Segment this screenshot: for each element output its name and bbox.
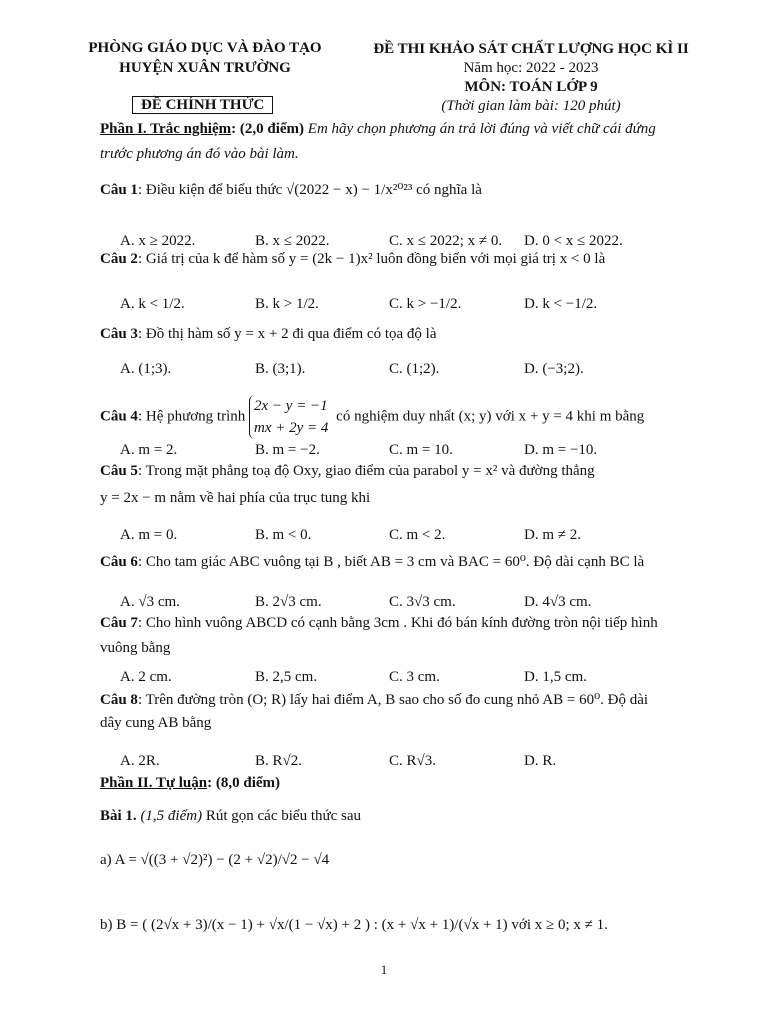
- question-label: Câu 8: [100, 692, 138, 708]
- question-5-stem-cont: y = 2x − m nằm về hai phía của trục tung khi: [100, 490, 371, 506]
- question-text: : Đồ thị hàm số y = x + 2 đi qua điểm có tọa độ là: [137, 326, 437, 342]
- question-5-option-d: D. m ≠ 2.: [524, 527, 581, 543]
- part1-heading: [100, 121, 656, 138]
- bai1-part-b-condition: với x ≥ 0; x ≠ 1.: [507, 917, 608, 933]
- question-label: Câu 7: [100, 615, 138, 631]
- question-1-option-d: D. 0 < x ≤ 2022.: [524, 233, 623, 249]
- part1-points: : (2,0 điểm): [231, 121, 305, 137]
- part2-heading: [100, 775, 280, 792]
- duration: (Thời gian làm bài: 120 phút): [441, 98, 621, 114]
- question-label: Câu 5: [100, 463, 138, 479]
- department-line2: HUYỆN XUÂN TRƯỜNG: [119, 60, 291, 76]
- question-2-option-b: B. k > 1/2.: [255, 296, 319, 312]
- question-8-option-b: B. R√2.: [255, 753, 302, 769]
- question-text: : Cho hình vuông ABCD có cạnh bằng 3cm . Khi đó bán kính đường tròn nội tiếp hình: [137, 615, 658, 631]
- question-text-cont: có nghiệm duy nhất (x; y) với x + y = 4 khi m bằng: [332, 408, 645, 425]
- question-1-stem: [100, 180, 482, 199]
- question-text: : Cho tam giác ABC vuông tại B , biết AB = 3 cm và BAC = 60⁰. Độ dài cạnh BC là: [137, 554, 645, 570]
- question-label: Câu 1: [100, 182, 138, 198]
- system-equation: mx + 2y = 4: [254, 420, 329, 436]
- question-3-stem: [100, 326, 436, 343]
- part1-title: Phần I. Trắc nghiệm: [100, 121, 232, 137]
- bai1-part-b: [100, 917, 608, 934]
- question-5-option-b: B. m < 0.: [255, 527, 312, 543]
- department-line1: PHÒNG GIÁO DỤC VÀ ĐÀO TẠO: [88, 40, 322, 56]
- official-stamp: [132, 97, 273, 114]
- bai1-part-a: a) A = √((3 + √2)²) − (2 + √2)/√2 − √4: [100, 852, 330, 868]
- question-5-option-a: A. m = 0.: [120, 527, 178, 543]
- bai1-label: Bài 1.: [100, 808, 137, 824]
- part2-points: : (8,0 điểm): [207, 775, 281, 791]
- question-4-option-a: A. m = 2.: [120, 442, 178, 458]
- question-8-stem: [100, 690, 648, 709]
- part1-instruction-2: trước phương án đó vào bài làm.: [100, 146, 299, 162]
- part1-instruction-1: Em hãy chọn phương án trả lời đúng và viết chữ cái đứng: [304, 121, 656, 137]
- question-6-option-b: B. 2√3 cm.: [255, 594, 322, 610]
- exam-title-block: [352, 40, 710, 116]
- question-3-option-c: C. (1;2).: [389, 361, 440, 377]
- bai1-heading: [100, 808, 361, 825]
- subject: MÔN: TOÁN LỚP 9: [464, 79, 598, 95]
- question-label: Câu 3: [100, 326, 138, 342]
- question-text: : Điều kiện để biểu thức: [137, 182, 287, 198]
- question-7-option-b: B. 2,5 cm.: [255, 669, 318, 685]
- question-1-option-a: A. x ≥ 2022.: [120, 233, 196, 249]
- system-equation: 2x − y = −1: [254, 398, 328, 414]
- bai1-points: (1,5 điểm): [136, 808, 203, 824]
- question-label: Câu 6: [100, 554, 138, 570]
- question-label: Câu 2: [100, 251, 138, 267]
- question-7-stem: [100, 615, 658, 632]
- question-7-option-d: D. 1,5 cm.: [524, 669, 587, 685]
- equation-system: [249, 395, 332, 439]
- bai1-part-b-expr: b) B = ( (2√x + 3)/(x − 1) + √x/(1 − √x) + 2 ) : (x + √x + 1)/(√x + 1): [100, 917, 508, 933]
- question-label: Câu 4: [100, 408, 138, 425]
- question-8-stem-cont: dây cung AB bằng: [100, 715, 212, 731]
- question-7-option-c: C. 3 cm.: [389, 669, 440, 685]
- question-text: : Hệ phương trình: [137, 408, 249, 425]
- question-6-stem: [100, 552, 644, 571]
- page-number: 1: [380, 962, 388, 977]
- question-8-option-a: A. 2R.: [120, 753, 160, 769]
- question-6-option-c: C. 3√3 cm.: [389, 594, 456, 610]
- question-7-option-a: A. 2 cm.: [120, 669, 172, 685]
- part2-title: Phần II. Tự luận: [100, 775, 208, 791]
- question-6-option-d: D. 4√3 cm.: [524, 594, 592, 610]
- question-4-option-b: B. m = −2.: [255, 442, 320, 458]
- question-8-option-c: C. R√3.: [389, 753, 436, 769]
- question-5-option-c: C. m < 2.: [389, 527, 446, 543]
- question-5-stem: [100, 463, 595, 480]
- bai1-text: Rút gọn các biểu thức sau: [202, 808, 362, 824]
- department-title: [60, 38, 350, 78]
- question-4-stem: [100, 395, 644, 439]
- question-2-option-c: C. k > −1/2.: [389, 296, 462, 312]
- question-text: : Trên đường tròn (O; R) lấy hai điểm A, B sao cho số đo cung nhỏ AB = 60⁰. Độ dài: [137, 692, 649, 708]
- question-7-stem-cont: vuông bằng: [100, 640, 171, 656]
- question-3-option-d: D. (−3;2).: [524, 361, 584, 377]
- question-2-stem: [100, 251, 605, 268]
- question-4-option-d: D. m = −10.: [524, 442, 598, 458]
- question-1-option-b: B. x ≤ 2022.: [255, 233, 330, 249]
- question-text: : Giá trị của k để hàm số y = (2k − 1)x² luôn đồng biến với mọi giá trị x < 0 là: [137, 251, 606, 267]
- question-4-option-c: C. m = 10.: [389, 442, 453, 458]
- question-expression: √(2022 − x) − 1/x²⁰²³: [286, 182, 413, 198]
- official-stamp-text: ĐỀ CHÍNH THỨC: [132, 96, 273, 114]
- question-1-option-c: C. x ≤ 2022; x ≠ 0.: [389, 233, 503, 249]
- exam-title: ĐỀ THI KHẢO SÁT CHẤT LƯỢNG HỌC KÌ II: [373, 41, 689, 57]
- question-3-option-b: B. (3;1).: [255, 361, 306, 377]
- question-2-option-d: D. k < −1/2.: [524, 296, 598, 312]
- question-text: : Trong mặt phẳng toạ độ Oxy, giao điểm của parabol y = x² và đường thẳng: [137, 463, 595, 479]
- question-text-cont: có nghĩa là: [412, 182, 482, 198]
- question-8-option-d: D. R.: [524, 753, 557, 769]
- question-2-option-a: A. k < 1/2.: [120, 296, 185, 312]
- question-3-option-a: A. (1;3).: [120, 361, 172, 377]
- school-year: Năm học: 2022 - 2023: [463, 60, 599, 76]
- question-6-option-a: A. √3 cm.: [120, 594, 180, 610]
